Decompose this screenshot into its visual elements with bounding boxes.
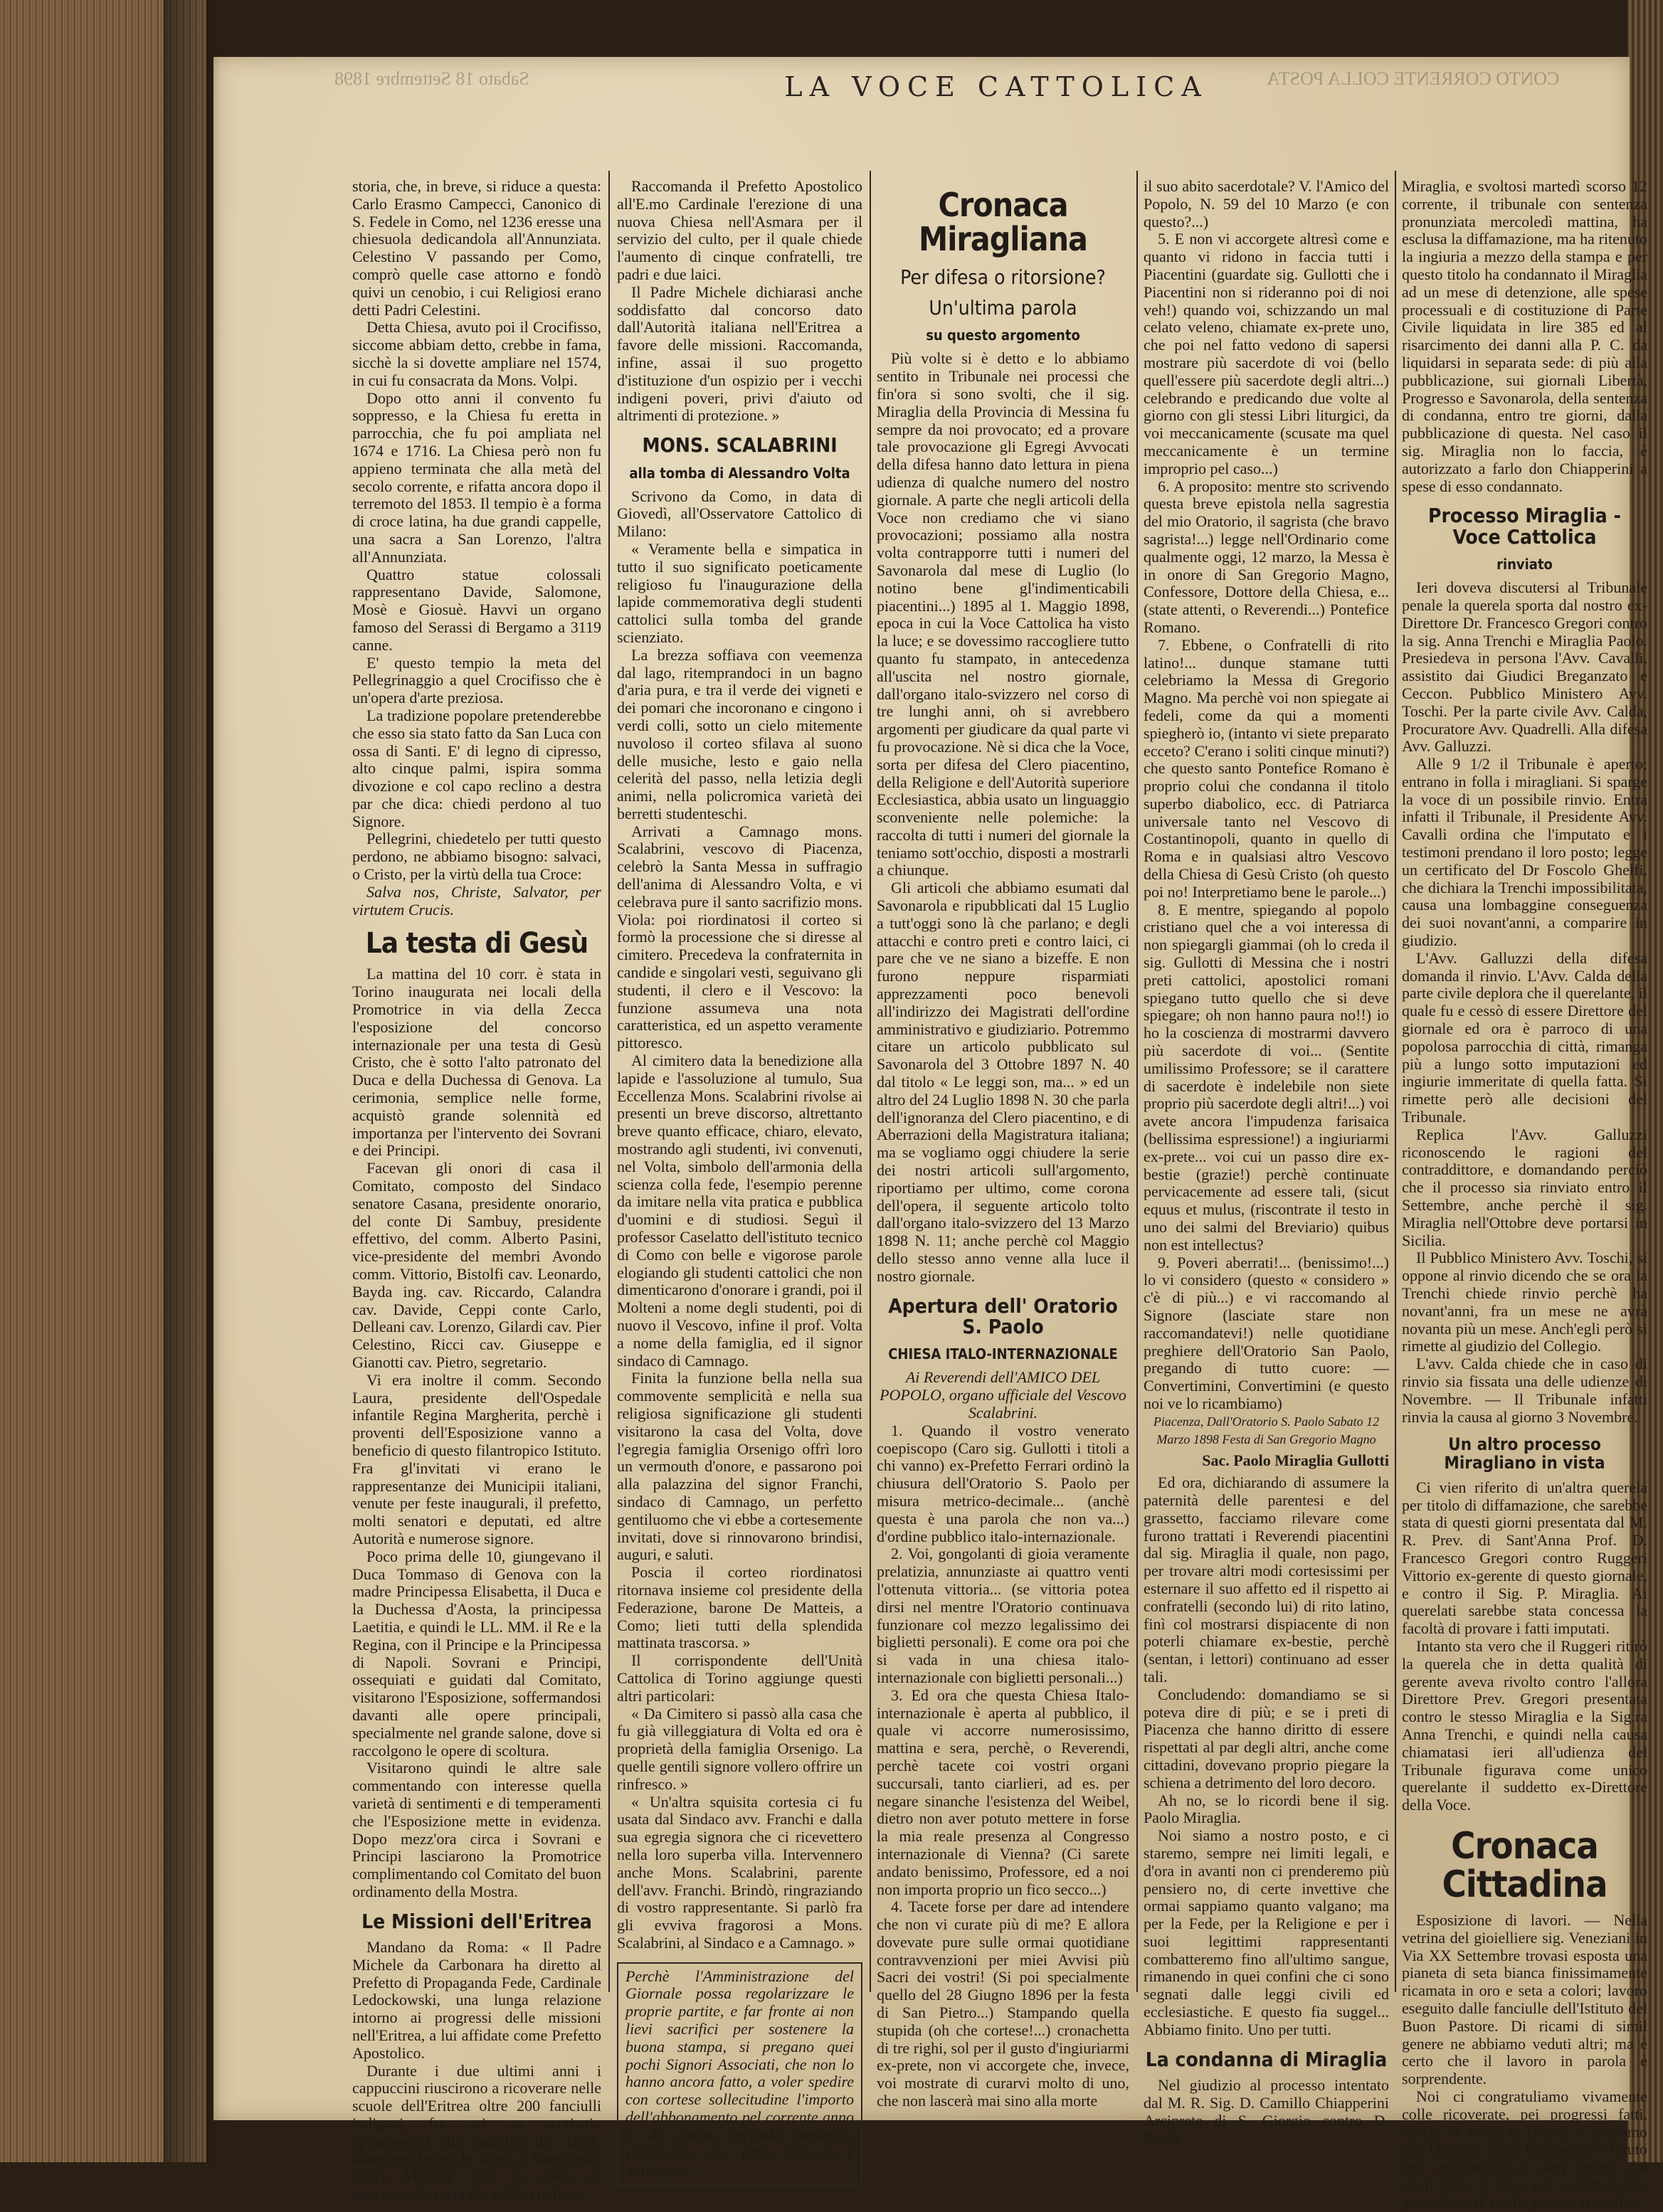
article-paragraph: Al cimitero data la benedizione alla lapide e l'assoluzione al tumulo, Sua Eccellenza Mons. Scalabrini rivolse ai presenti un breve discorso, altrettanto breve quanto efficace, chiaro, elevato, mostrando agli studenti, ivi convenuti, nel Volta, simbolo dell'armonia della scienza colla fede, l'esempio perenne da imitare nella vita pratica e pubblica d'uomini e di studiosi. Seguì il professor Caselatto dell'istituto tecnico di Como con belle e vigorose parole elogiando gli studenti cattolici che non dimenticarono d'onorare i grandi, poi il Molteni a nome degli studenti, poi di nuovo il Vescovo, infine il prof. Volta a nome della famiglia, ed il signor sindaco di Camnago. xyxy=(617,1052,862,1370)
gutter-shadow xyxy=(164,0,221,2162)
article-paragraph: Salva nos, Christe, Salvator, per virtutem Crucis. xyxy=(352,882,601,919)
article-paragraph: 2. Voi, gongolanti di gioia veramente prelatizia, annunziaste ai quattro venti l'ottenuta vittoria... (se vittoria potea dirsi nel mentre l'Oratorio continuava funzionare col mezzo legalissimo dei biglietti personali). E come ora poi che si vada in una chiesa italo-internazionale con biglietti personali...) xyxy=(877,1545,1129,1686)
column-5 xyxy=(1402,178,1647,2212)
article-paragraph: Poscia il corteo riordinatosi ritornava insieme col presidente della Federazione, barone De Matteis, a Como; lieti tutti della splendida mattinata trascorsa. » xyxy=(617,1563,862,1652)
article-paragraph: Noi siamo a nostro posto, e ci staremo, sempre nei limiti legali, e d'ora in avanti non ci prenderemo più pensiero no, di certe invettive che ormai sappiamo quanto valgano; ma per la Fede, per la Religione e per i suoi legittimi rappresentanti combatteremo fino all'ultimo sangue, rimanendo in quei confini che ci sono segnati dalle leggi civili ed ecclesiastiche. E questo fia suggel... Abbiamo finito. Uno per tutti. xyxy=(1144,1826,1389,2038)
article-paragraph: 1. Quando il vostro venerato coepiscopo (Caro sig. Gullotti i titoli a chi vanno) ex-Prefetto Ferrari ordinò la chiusura dell'Oratorio S. Paolo per misura metrico-decimale... (anchè questa è una parola che non va...) d'ordine pubblico italo-internazionale. xyxy=(877,1421,1129,1545)
column-4 xyxy=(1144,178,1389,2147)
article-paragraph: Arrivati a Camnago mons. Scalabrini, vescovo di Piacenza, celebrò la Santa Messa in suffragio dell'anima di Alessandro Volta, e vi celebrava pure il santo sacrifizio mons. Viola: poi riordinatosi il corteo si formò la processione che si diresse al cimitero. Precedeva la confraternita in candide e singolari vesti, seguivano gli studenti, il clero e il Vescovo: la funzione assumeva una nota caratteristica, ed un aspetto veramente pittoresco. xyxy=(617,822,862,1052)
article-paragraph: Replica l'Avv. Galluzzi riconoscendo le ragioni del contraddittore, e domandando perciò che il processo sia rinviato entro il Settembre, anche perchè il sig. Miraglia nell'Ottobre deve portarsi in Sicilia. xyxy=(1402,1125,1647,1249)
subheadline-su-questo-argomento: su questo argomento xyxy=(926,327,1080,344)
headline-processo-miraglia: Processo Miraglia - Voce Cattolica xyxy=(1428,504,1621,549)
article-paragraph: Visitarono quindi le altre sale commentando con interesse quella varietà di sentimenti e di temperamenti che l'Esposizione mette in evidenza. Dopo mezz'ora circa i Sovrani e Principi lasciarono la Promotrice complimentando col Comitato del buon ordinamento della Mostra. xyxy=(352,1759,601,1900)
article-paragraph: La brezza soffiava con veemenza dal lago, ritemprandoci in un bagno d'aria pura, e tra il verde dei vigneti e dei pomari che incoronano e cingono i verdi colli, sotto un cielo mitemente nuvoloso il corteo sfilava al suono delle musiche, lesto e gaio nella celerità del passo, nella letizia degli animi, nella policromica varietà dei berretti studenteschi. xyxy=(617,645,862,822)
article-paragraph: Ed ora, dichiarando di assumere la paternità delle parentesi e del grassetto, facciamo rilevare come furono trattati i Reverendi piacentini dal sig. Miraglia il quale, non pago, per trovare altri modi cortesissimi per esternare il suo affetto ed il rispetto ai confratelli (secondo lui) di rito latino, finì col mostrarsi dispiacente di non poterli chiamare ex-bestie, perchè (sentan, i lettori) continuano ad esser tali. xyxy=(1144,1473,1389,1686)
article-paragraph: Più volte si è detto e lo abbiamo sentito in Tribunale nei processi che fin'ora si sono svolti, che il sig. Miraglia della Provincia di Messina fu sempre da noi provocato; ed a provare tale provocazione gli Egregi Avvocati della difesa hanno dato lettura in piena udienza di qualche numero del nostro giornale. A parte che negli articoli della Voce non crediamo che vi siano provocazioni; possiamo alla nostra volta contrapporre tutti i numeri del Savonarola dal mese di Luglio (lo notino bene gl'indimenticabili piacentini...) 1895 al 1. Maggio 1898, epoca in cui la Voce Cattolica ha visto la luce; e se dovessimo raccogliere tutto quanto fu stampato, in antecedenza all'uscita nel nostro giornale, dall'organo italo-svizzero nel corso di tre lunghi anni, oh si avrebbero argomenti per giudicare da qual parte vi fu provocazione. Nè si dica che la Voce, sorta per difesa del Clero piacentino, della Religione e dell'Autorità superiore Ecclesiastica, abbia usato un linguaggio sconveniente nelle polemiche: la raccolta di tutti i numeri del giornale la teniamo sott'occhio, disposti a mostrarli a chiunque. xyxy=(877,349,1129,879)
masthead-title: LA VOCE CATTOLICA xyxy=(784,71,1208,102)
headline-cronaca-miragliana: Cronaca Miragliana xyxy=(919,186,1087,259)
article-paragraph: La mattina del 10 corr. è stata in Torino inaugurata nei locali della Promotrice in via della Zecca l'esposizione del concorso internazionale per una testa di Gesù Cristo, che è sotto l'alto patronato del Duca e della Duchessa di Genova. La cerimonia, semplice nelle forme, acquistò grande solennità ed importanza per l'intervento dei Sovrani e dei Principi. xyxy=(352,965,601,1160)
article-paragraph: 7. Ebbene, o Confratelli di rito latino!... dunque stamane tutti celebriamo la Messa di Gregorio Magno. Ma perchè voi non spiegate ai fedeli, come da qui a momenti spiegherò io, (intanto vi siete preparato ecceto? C'erano i soliti cinque minuti?) che questo santo Pontefice Romano è proprio colui che condanna il titolo superbo diabolico, ecc. di Patriarca universale tanto nel Vescovo di Costantinopoli, quanto in quello di Roma e in qualsiasi altro Vescovo della Chiesa di Gesù Cristo (oh questo poi no! Interpretiamo bene le parole...) xyxy=(1144,635,1389,901)
headline-la-testa-di-gesu: La testa di Gesù xyxy=(365,927,588,961)
article-paragraph: Il Pubblico Ministero Avv. Toschi, si oppone al rinvio dicendo che se ora la Trenchi chiede rinvio perchè ha novant'anni, fra un mese ne avrà novanta più un mese. Anch'egli però si rimette al giudizio del Collegio. xyxy=(1402,1249,1647,1355)
headline-le-missioni-dell-eritrea: Le Missioni dell'Eritrea xyxy=(361,1909,592,1933)
article-paragraph: Il Padre Michele dichiarasi anche soddisfatto dal concorso dato dall'Autorità italiana nell'Eritrea a favore delle missioni. Raccomanda, infine, assai il suo progetto d'istituzione d'un ospizio per i vecchi indigeni poveri, privi d'aiuto od altrimenti di protezione. » xyxy=(617,282,862,425)
article-paragraph: Vi era inoltre il comm. Secondo Laura, presidente dell'Ospedale infantile Regina Margherita, perchè i proventi dell'Esposizione vanno a beneficio di questo filantropico Istituto. Fra gl'invitati vi erano le rappresentanze dei Municipii italiani, venute per feste inaugurali, il prefetto, molti senatori e deputati, ed altre Autorità e numerose signore. xyxy=(352,1370,601,1547)
headline-apertura-oratorio: Apertura dell' Oratorio S. Paolo xyxy=(888,1293,1118,1338)
article-paragraph: E' questo tempio la meta del Pellegrinaggio a quel Crocifisso che è un'opera d'arte preziosa. xyxy=(352,653,601,707)
article-paragraph: 3. Ed ora che questa Chiesa Italo-internazionale è aperta al pubblico, il quale vi accorre numerosissimo, mattina e sera, perchè, o Reverendi, perchè tacete coi vostri organi succursali, tanto ciarlieri, ad es. per negare sinanche l'esistenza del Weibel, dietro non aver potuto mettere in forse la mia reale presenza al Congresso internazionale di Vienna? (Ci sarete andato benissimo, Professore, ed a noi non importa proprio un fico secco...) xyxy=(877,1686,1129,1898)
article-paragraph: Alle 9 1/2 il Tribunale è aperto; entrano in folla i miragliani. Si sparge la voce di un possibile rinvio. Entra infatti il Tribunale, il Presidente Avv. Cavalli ordina che l'imputato e i testimoni prendano il loro posto; legge un certificato del Dr Foscolo Ghelfi, che dichiara la Trenchi impossibilitata, causa una lombaggine conseguenza dei suoi novant'anni, a comparire in giudizio. xyxy=(1402,755,1647,950)
dateline: Piacenza, Dall'Oratorio S. Paolo Sabato 12 Marzo 1898 Festa di San Gregorio Magno xyxy=(1153,1414,1380,1446)
article-paragraph: 9. Poveri aberrati!... (benissimo!...) lo vi considero (questo « considero » c'è di più...) e vi raccomando al Signore (lasciate stare non raccomandatevi!) nelle quotidiane preghiere dell'Oratorio San Paolo, pregando di tutto cuore: — Convertimini, Convertimini (e questo noi ve lo ricambiamo) xyxy=(1144,1253,1389,1412)
column-3 xyxy=(877,178,1129,2110)
article-paragraph: 5. E non vi accorgete altresì come e quanto vi ridono in faccia tutti i Piacentini (guardate sig. Gullotti che i Piacentini non si rideranno poi di noi veh!) quando voi, schizzando un mal celato veleno, chiamate ex-prete uno, che poi nel fatto vedono di sapersi mostrare più sacerdote di voi (bello quell'essere più sacerdote degli altri...) celebrando e predicando due volte al giorno con gli stessi Libri liturgici, da voi meccanicamente (scusate ma quel meccanicamente è un termine improprio pel caso...) xyxy=(1144,230,1389,477)
article-paragraph: La tradizione popolare pretenderebbe che esso sia stato fatto da San Luca con ossa di Santi. E' di legno di cipresso, alto cinque palmi, ispira somma divozione e col capo reclino a destra par che dica: chiedi perdono al tuo Signore. xyxy=(352,706,601,830)
subheadline-alla-tomba: alla tomba di Alessandro Volta xyxy=(629,464,850,482)
article-paragraph: Ah no, se lo ricordi bene il sig. Paolo Miraglia. xyxy=(1144,1791,1389,1827)
article-paragraph: « Veramente bella e simpatica in tutto il suo significato poeticamente religioso fu l'inaugurazione della lapide commemorativa degli studenti cattolici sulla tomba del grande scienziato. xyxy=(617,539,862,646)
column-rule xyxy=(608,171,610,1992)
article-paragraph: L'avv. Calda chiede che in caso di rinvio sia fissata una delle udienze di Novembre. — Il Tribunale infatti rinvia la causa al giorno 3 Novembre. xyxy=(1402,1355,1647,1426)
headline-cronaca-cittadina: Cronaca Cittadina xyxy=(1442,1824,1607,1907)
signature: Sac. Paolo Miraglia Gullotti xyxy=(1202,1451,1389,1470)
article-paragraph: Esposizione di lavori. — Nella vetrina del gioielliere sig. Veneziani in Via XX Settembre trovasi esposta una pianeta di seta bianca finissimamente ricamata in oro e seta a colori; lavoro eseguito dalle fanciulle dell'Istituto del Buon Pastore. Di ricami di simil genere ne abbiamo veduti altri; ma è certo che il lavoro in parola è sorprendente. xyxy=(1402,1911,1647,2088)
column-1 xyxy=(352,178,601,2203)
column-rule xyxy=(870,171,871,1992)
article-paragraph: Il corrispondente dell'Unità Cattolica di Torino aggiunge questi altri particolari: xyxy=(617,1651,862,1705)
article-paragraph: Raccomanda il Prefetto Apostolico all'E.mo Cardinale l'erezione di una nuova Chiesa nell'Asmara per il servizio del culto, per il quale chiede l'aumento di cinque confratelli, tre padri e due laici. xyxy=(617,177,862,283)
notice-box: Perchè l'Amministrazione del Giornale possa regolarizzare le proprie partite, e far fronte ai non lievi sacrifici per sostenere la buona stampa, si pregano quei pochi Signori Associati, che non lo hanno ancora fatto, a voler spedire con cortese sollecitudine l'importo dell'abbonamento pel corrente anno o di questo secondo semestre, ricordando che detto importo è anticipato. xyxy=(617,1962,862,2186)
article-paragraph: Facevan gli onori di casa il Comitato, composto del Sindaco senatore Casana, presidente onorario, del conte Di Sambuy, presidente effettivo, del comm. Alberto Pasini, vice-presidente del membri Avondo comm. Vittorio, Bistolfi cav. Leonardo, Bayda ing. cav. Riccardo, Calandra cav. Davide, Ceppi conte Carlo, Delleani cav. Lorenzo, Gilardi cav. Pier Celestino, Ricci cav. Giuseppe e Gianotti cav. Pietro, segretario. xyxy=(352,1159,601,1371)
article-paragraph: Detta Chiesa, avuto poi il Crocifisso, siccome abbiam detto, crebbe in fama, sicchè la si dovette ampliare nel 1574, in cui fu consacrata da Mons. Volpi. xyxy=(352,318,601,389)
article-paragraph: Intanto sta vero che il Ruggeri ritirò la querela che in detta qualità di gerente aveva rivolto contro l'allora Direttore Prev. Gregori presentata contro le stesso Miraglia e la Sig.ra Anna Trenchi, e quindi nella causa chiamatasi ieri all'udienza del Tribunale figurava come unico querelante il suddetto ex-Direttore della Voce. xyxy=(1402,1636,1647,1814)
article-paragraph: Dopo otto anni il convento fu soppresso, e la Chiesa fu eretta in parrocchia, che fu poi ampliata nel 1674 e 1716. La Chiesa però non fu appieno terminata che alla metà del secolo corrente, e rifatta ancora dopo il terremoto del 1853. Il tempio è a forma di croce latina, ha due grandi cappelle, una sacra a San Lorenzo, l'altra all'Annunziata. xyxy=(352,388,601,566)
headline-condanna-miraglia: La condanna di Miraglia xyxy=(1145,2047,1388,2071)
subheadline-ultima-parola: Un'ultima parola xyxy=(929,295,1077,319)
column-rule xyxy=(1136,171,1138,1992)
article-paragraph: Scrivono da Como, in data di Giovedì, all'Osservatore Cattolico di Milano: xyxy=(617,487,862,541)
article-paragraph: 6. A proposito: mentre sto scrivendo questa breve epistola nella sagrestia del mio Oratorio, il sagrista (che bravo sagrista!...) legge nell'Ordinario come qualmente oggi, 12 marzo, la Messa è in onore di San Gregorio Magno, Confessore, Dottore della Chiesa, e... (state attenti, o Reverendi...) Pontefice Romano. xyxy=(1144,477,1389,636)
article-paragraph: « Un'altra squisita cortesia ci fu usata dal Sindaco avv. Franchi e dalla sua egregia signora che ci ricevettero nella loro superba villa. Intervennero anche Mons. Scalabrini, parente dell'avv. Franchi. Brindò, ringraziando di vostro rappresentante. Si parlò fra gli evviva fragorosi a Mons. Scalabrini, al Sindaco e a Camnago. » xyxy=(617,1792,862,1952)
article-paragraph: Noi ci congratuliamo vivamente colle ricoverate, pei progressi fatti, specie in arredi di chiesa; e speriamo che l'Istituto abbia l'appoggio e l'aiuto con ordinazioni di altri lavori, dai quali ritrae il pane pel sostentamento giornaliero di quelle povere fanciulle. xyxy=(1402,2087,1647,2211)
subheadline-rinviato: rinviato xyxy=(1496,556,1553,573)
article-paragraph: L'Avv. Galluzzi della difesa domanda il rinvio. L'Avv. Calda della parte civile deplora che il querelante, il quale fu e cessò di essere Direttore del giornale ed ora è parroco di una popolosa parrocchia di città, rimanga più a lungo sotto imputazioni ed ingiurie immeritate di quella fatta. Si rimette però alle decisioni del Tribunale. xyxy=(1402,948,1647,1126)
article-paragraph: Finita la funzione bella nella sua commovente semplicità e nella sua religiosa significazione gli studenti visitarono la casa del Volta, dove l'egregia famiglia Orsenigo offrì loro un vermouth d'onore, e passarono poi alla palazzina del signor Franchi, sindaco di Camnago, un perfetto gentiluomo che vi ebbe a cortesemente invitati, dove si rinnovarono brindisi, auguri, e saluti. xyxy=(617,1369,862,1564)
article-paragraph: Nel giudizio al processo intentato dal M. R. Sig. D. Camillo Chiapperini Arciprete di S. Giorgio contro D. Paolo xyxy=(1144,2076,1389,2147)
article-paragraph: Poco prima delle 10, giungevano il Duca Tommaso di Genova con la madre Principessa Elisabetta, il Duca e la Duchessa d'Aosta, la principessa Laetitia, e quindi le LL. MM. il Re e la Regina, con il Principe e la Principessa di Napoli. Sovrani e Principi, ossequiati e guidati dal Comitato, visitarono l'Esposizione, soffermandosi davanti alle opere principali, specialmente nel grande salone, dove si raccolgono le opere di scoltura. xyxy=(352,1547,601,1759)
headline-mons-scalabrini: MONS. SCALABRINI xyxy=(642,433,838,457)
article-paragraph: Miraglia, e svoltosi martedì scorso 12 corrente, il tribunale con sentenza pronunziata mercoledì mattina, ha esclusa la diffamazione, ma ha ritenuto la ingiuria a mezzo della stampa e per questo titolo ha condannato il Miraglia ad un mese di detenzione, alle spese processuali e di costituzione di Parte Civile liquidata in lire 385 ed al risarcimento dei danni alla P. C. da liquidarsi in separata sede: di più alla pubblicazione, sui giornali Libertà, Progresso e Savonarola, della sentenza di condanna, entro tre giorni, dalla pubblicazione di questa. Nel caso il sig. Miraglia non lo faccia, è autorizzato a farlo don Chiapperini a spese di esso condannato. xyxy=(1402,177,1647,495)
headline-altro-processo: Un altro processo Miragliano in vista xyxy=(1444,1434,1605,1473)
article-paragraph: Ci vien riferito di un'altra querela per titolo di diffamazione, che sarebbe stata di questi giorni presentata dal M. R. Prev. di Sant'Anna Prof. D. Francesco Gregori contro Ruggeri Vittorio ex-gerente di questo giornale, e contro il Sig. P. Miraglia. Ai querelati sarebbe stata concessa la facoltà di provare i fatti imputati. xyxy=(1402,1478,1647,1638)
article-paragraph: Ieri doveva discutersi al Tribunale penale la querela sporta dal nostro ex-Direttore Dr. Francesco Gregori contro la sig. Anna Trenchi e Miraglia Paolo. Presiedeva in persona l'Avv. Cavalli, assistito dai Giudici Breganzato e Ceccon. Pubblico Ministero Avv. Toschi. Per la parte civile Avv. Calda, Procuratore Avv. Quadrelli. Alla difesa Avv. Galluzzi. xyxy=(1402,578,1647,756)
article-paragraph: Gli articoli che abbiamo esumati dal Savonarola e ripubblicati dal 15 Luglio a tutt'oggi sono là che parlano; e degli attacchi e contro preti e contro laici, ci pare che ve ne siano a bizeffe. E non furono neppure risparmiati apprezzamenti poco benevoli all'indirizzo dei Magistrati dell'ordine amministrativo e giudiziario. Potremmo citare un articolo pubblicato sul Savonarola del 3 Ottobre 1897 N. 40 dal titolo « Le leggi son, ma... » ed un altro del 24 Luglio 1898 N. 30 che parla dell'ignoranza del Clero piacentino, e di Aberrazioni della Magistratura italiana; ma se vogliamo oggi chiudere la serie dei nostri articoli sull'argomento, riportiamo per ultimo, come corona dell'opera, il seguente articolo tolto dall'organo italo-svizzero del 13 Marzo 1898 N. 11; anche perchè col Maggio dello stesso anno venne alla luce il nostro giornale. xyxy=(877,879,1129,1285)
article-paragraph: storia, che, in breve, si riduce a questa: Carlo Erasmo Campecci, Canonico di S. Fedele in Como, nel 1236 eresse una chiesuola dedicandola all'Annunziata. Celestino V passando per Como, comprò quelle case attorno e fondò quivi un cenobio, i cui Religiosi erano detti Padri Celestini. xyxy=(352,177,601,319)
subheadline-per-difesa: Per difesa o ritorsione? xyxy=(900,265,1106,289)
article-paragraph: Ai Reverendi dell'AMICO DEL POPOLO, organo ufficiale del Vescovo Scalabrini. xyxy=(880,1368,1126,1422)
article-paragraph: 4. Tacete forse per dare ad intendere che non vi curate più di me? E allora dovevate pure sulle ormai quotidiane contravvenzioni per miei Avvisi più Sacri dei vostri! (Si poi specialmente quello del 28 Giugno 1896 per la festa di San Pietro...) Stampando quella stupida (oh che cortese!...) cronachetta di tre righi, sol per il gusto d'ingiuriarmi ex-prete, non vi accorgete che, invece, voi mostrate di curarvi molto di uno, che non lascerà mai sino alla morte xyxy=(877,1898,1129,2110)
article-paragraph: Pellegrini, chiedetelo per tutti questo perdono, ne abbiamo bisogno: salvaci, o Cristo, per la virtù della tua Croce: xyxy=(352,830,601,884)
bleed-through-title: CONTO CORRENTE COLLA POSTA xyxy=(1267,68,1560,89)
subheadline-chiesa: CHIESA ITALO-INTERNAZIONALE xyxy=(888,1345,1118,1363)
article-paragraph: Concludendo: domandiamo se si poteva dire di più; e se i preti di Piacenza che hanno diritto di essere rispettati al par degli altri, anche come cittadini, dovevano proprio piegare la schiena a detrimento del loro decoro. xyxy=(1144,1685,1389,1792)
article-paragraph: « Da Cimitero si passò alla casa che fu già villeggiatura di Volta ed ora è proprietà della famiglia Orsenigo. La quelle gentili signore vollero offrire un rinfresco. » xyxy=(617,1704,862,1793)
article-paragraph: Mandano da Roma: « Il Padre Michele da Carbonara ha diretto al Prefetto di Propaganda Fede, Cardinale Ledockowski, una lunga relazione intorno ai progressi delle missioni nell'Eritrea, a lui affidate come Prefetto Apostolico. xyxy=(352,1938,601,2062)
article-paragraph: Durante i due ultimi anni i cappuccini riuscirono a ricoverare nelle scuole dell'Eritrea oltre 200 fanciulli indigeni, fra cui un centinaio appartenenti alla famiglia dei Tigrè, altrettanti fecero le suore di Sant'Anna. Padre Michele loda le opere di misericordia pietà dei soldati italiani. xyxy=(352,2061,601,2203)
bleed-through-date: Sabato 18 Settembre 1898 xyxy=(334,68,529,89)
column-rule xyxy=(1395,171,1396,1992)
article-paragraph: 8. E mentre, spiegando al popolo cristiano quel che a voi interessa di non spiegargli giammai (oh lo creda il sig. Gullotti di Messina che i nostri preti cattolici, apostolici romani spiegano tutto quello che si deve spiegare; oh non hanno paura no!!) io ho la coscienza di mostrarmi davvero più sacerdote di voi... (Sentite umilissimo Professore; se il carattere di sacerdote è indelebile non siete proprio più sacerdote degli altri!...) voi avete ancora l'impudenza farisaica (bellissima espressione!) a ingiuriarmi ex-prete... voi cui un passo dire ex-bestie (grazie!) perchè continuate pervicacemente ad essere tali, (sicut equus et mulus, (riscontrate il testo in uno dei salmi del Breviario) quibus non est intellectus? xyxy=(1144,900,1389,1254)
article-paragraph: Quattro statue colossali rappresentano Davide, Salomone, Mosè e Giosuè. Havvi un organo famoso del Serassi di Bergamo a 3119 canne. xyxy=(352,565,601,654)
column-2 xyxy=(617,178,862,2185)
article-paragraph: il suo abito sacerdotale? V. l'Amico del Popolo, N. 59 del 10 Marzo (e con questo?...) xyxy=(1144,177,1389,231)
